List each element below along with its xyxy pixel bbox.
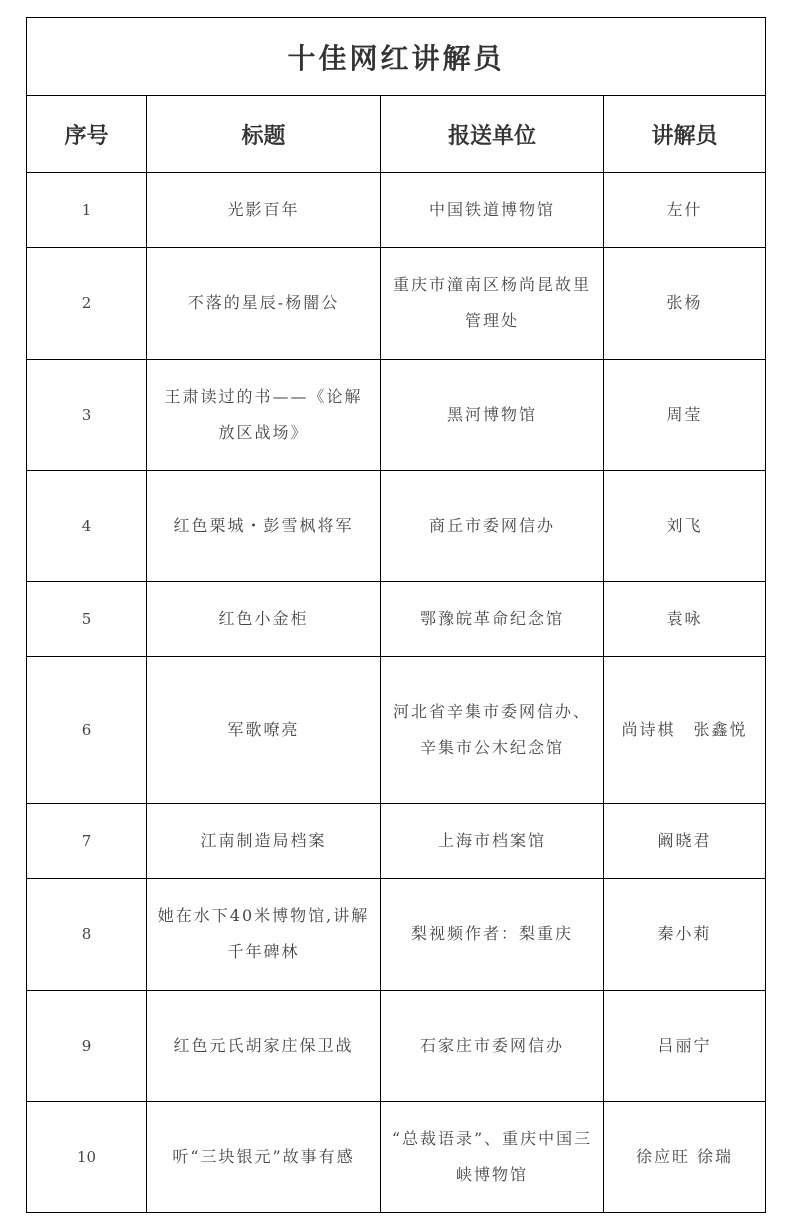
table-row (27, 990, 766, 1101)
cell-title: 王肃读过的书——《论解放区战场》 (147, 359, 381, 470)
cell-title: 不落的星辰-杨闇公 (147, 248, 381, 359)
cell-title: 江南制造局档案 (147, 804, 381, 879)
cell-title: 红色栗城・彭雪枫将军 (147, 470, 381, 581)
cell-guide: 周莹 (604, 359, 766, 470)
cell-guide: 徐应旺 徐瑞 (604, 1101, 766, 1212)
cell-no: 8 (27, 879, 147, 990)
table-row (27, 879, 766, 990)
cell-unit: 重庆市潼南区杨尚昆故里管理处 (381, 248, 604, 359)
cell-no: 2 (27, 248, 147, 359)
cell-unit: 石家庄市委网信办 (381, 990, 604, 1101)
honor-table-wrapper (26, 17, 765, 1213)
table-row (27, 173, 766, 248)
table-row (27, 804, 766, 879)
cell-no: 10 (27, 1101, 147, 1212)
table-row (27, 1101, 766, 1212)
cell-no: 3 (27, 359, 147, 470)
cell-title: 她在水下40米博物馆,讲解千年碑林 (147, 879, 381, 990)
cell-guide: 吕丽宁 (604, 990, 766, 1101)
cell-guide: 袁咏 (604, 581, 766, 656)
cell-guide: 左什 (604, 173, 766, 248)
table-row (27, 248, 766, 359)
column-header-title: 标题 (147, 96, 381, 173)
cell-title: 听“三块银元”故事有感 (147, 1101, 381, 1212)
cell-title: 光影百年 (147, 173, 381, 248)
cell-guide: 尚诗棋 张鑫悦 (604, 657, 766, 804)
cell-unit: 河北省辛集市委网信办、辛集市公木纪念馆 (381, 657, 604, 804)
table-row (27, 470, 766, 581)
cell-guide: 阚晓君 (604, 804, 766, 879)
cell-guide: 张杨 (604, 248, 766, 359)
cell-title: 红色小金柜 (147, 581, 381, 656)
cell-no: 1 (27, 173, 147, 248)
cell-unit: 黑河博物馆 (381, 359, 604, 470)
header-row (27, 96, 766, 173)
table-row (27, 657, 766, 804)
honor-table (26, 17, 766, 1213)
cell-title: 红色元氏胡家庄保卫战 (147, 990, 381, 1101)
column-header-guide: 讲解员 (604, 96, 766, 173)
cell-unit: “总裁语录”、重庆中国三峡博物馆 (381, 1101, 604, 1212)
cell-no: 5 (27, 581, 147, 656)
cell-no: 4 (27, 470, 147, 581)
cell-no: 7 (27, 804, 147, 879)
table-row (27, 359, 766, 470)
cell-title: 军歌嘹亮 (147, 657, 381, 804)
cell-guide: 刘飞 (604, 470, 766, 581)
column-header-no: 序号 (27, 96, 147, 173)
column-header-unit: 报送单位 (381, 96, 604, 173)
cell-no: 6 (27, 657, 147, 804)
cell-unit: 商丘市委网信办 (381, 470, 604, 581)
table-title: 十佳网红讲解员 (27, 18, 766, 96)
cell-unit: 鄂豫皖革命纪念馆 (381, 581, 604, 656)
table-row (27, 581, 766, 656)
cell-unit: 中国铁道博物馆 (381, 173, 604, 248)
cell-guide: 秦小莉 (604, 879, 766, 990)
cell-no: 9 (27, 990, 147, 1101)
cell-unit: 上海市档案馆 (381, 804, 604, 879)
cell-unit: 梨视频作者：梨重庆 (381, 879, 604, 990)
